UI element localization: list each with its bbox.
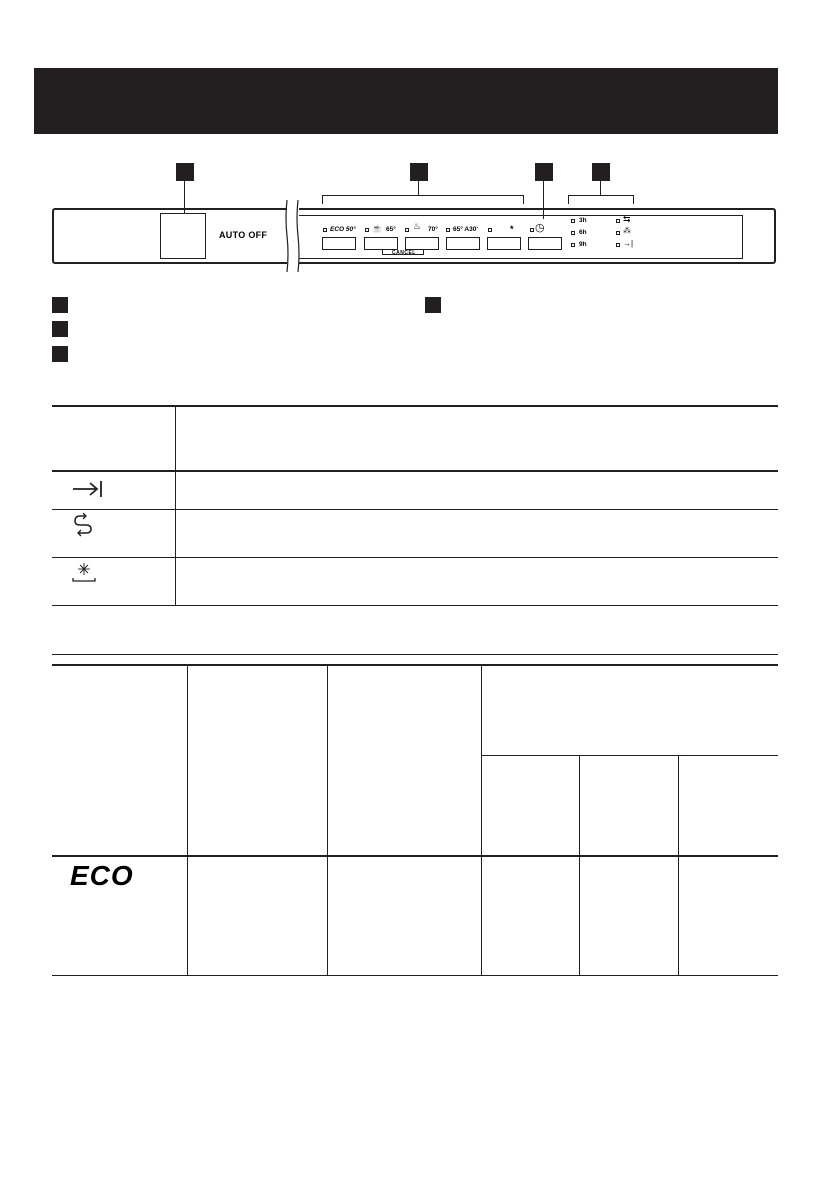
callout-2-stem (418, 181, 419, 195)
table1-top (52, 405, 778, 407)
table2-top (52, 664, 778, 666)
callout-2 (410, 163, 428, 181)
delay-button[interactable] (528, 237, 562, 250)
led-6h (571, 231, 575, 235)
table1-row1 (52, 470, 778, 472)
delay-label-9h: 9h (579, 241, 587, 248)
led-delay (530, 228, 534, 232)
program-label-65: 65° (386, 226, 396, 233)
rinse-aid-icon-small: ⇆ (623, 214, 631, 224)
delay-label-3h: 3h (579, 217, 587, 224)
cancel-label: CANCEL (392, 250, 416, 256)
pot-icon: ♨ (413, 221, 422, 231)
arrow-to-bar-icon (70, 478, 106, 500)
led-3h (571, 219, 575, 223)
header-bar (34, 68, 778, 134)
table2-col3 (481, 664, 482, 976)
salt-icon (70, 561, 98, 585)
auto-off-label: AUTO OFF (219, 230, 268, 240)
led-eco (323, 228, 327, 232)
table2-col1 (187, 664, 188, 976)
table1-divider (175, 405, 176, 605)
program-button-glass[interactable] (487, 237, 521, 250)
on-off-button[interactable] (160, 213, 206, 259)
table2-col4 (579, 755, 580, 976)
program-label-eco: ECO 50° (330, 226, 356, 233)
program-label-a30: 65° A30' (453, 226, 478, 233)
table2-col5 (678, 755, 679, 976)
program-button-eco[interactable] (322, 237, 356, 250)
program-button-65[interactable] (364, 237, 398, 250)
table2-sub-header (481, 755, 778, 756)
legend-3 (52, 346, 68, 362)
program-button-a30[interactable] (446, 237, 480, 250)
table1-row3 (52, 557, 778, 558)
salt-icon-small: ⁂ (623, 226, 631, 235)
led-9h (571, 243, 575, 247)
led-70 (405, 228, 409, 232)
program-button-70[interactable] (405, 237, 439, 250)
arrow-to-bar-icon-small: →| (623, 239, 634, 248)
callout-4-stem (600, 181, 601, 195)
led-end (616, 243, 620, 247)
callout-3 (535, 163, 553, 181)
legend-2 (52, 321, 68, 337)
led-a30 (446, 228, 450, 232)
program-label-glass: * (510, 224, 514, 234)
legend-4 (425, 297, 441, 313)
table1-bottom (52, 605, 778, 606)
led-65 (365, 228, 369, 232)
cup-icon: ☕ (372, 224, 382, 233)
eco-program-label: ECO (70, 860, 134, 891)
delay-label-6h: 6h (579, 229, 587, 236)
program-label-70: 70° (428, 226, 438, 233)
table2-top-thin (52, 654, 778, 655)
table2-bottom (52, 975, 778, 976)
program-bracket (322, 195, 524, 204)
table1-row2 (52, 509, 778, 510)
indicator-bracket (568, 195, 634, 204)
delay-clock-icon: ◷ (535, 222, 545, 234)
callout-4 (592, 163, 610, 181)
legend-1 (52, 297, 68, 313)
led-salt (616, 231, 620, 235)
led-glass (488, 228, 492, 232)
table2-row1 (52, 855, 778, 857)
led-rinse-aid (616, 219, 620, 223)
break-line-left (285, 200, 289, 272)
break-line-right (296, 200, 300, 272)
callout-1 (176, 163, 194, 181)
rinse-aid-icon (72, 513, 94, 537)
table2-col2 (327, 664, 328, 976)
